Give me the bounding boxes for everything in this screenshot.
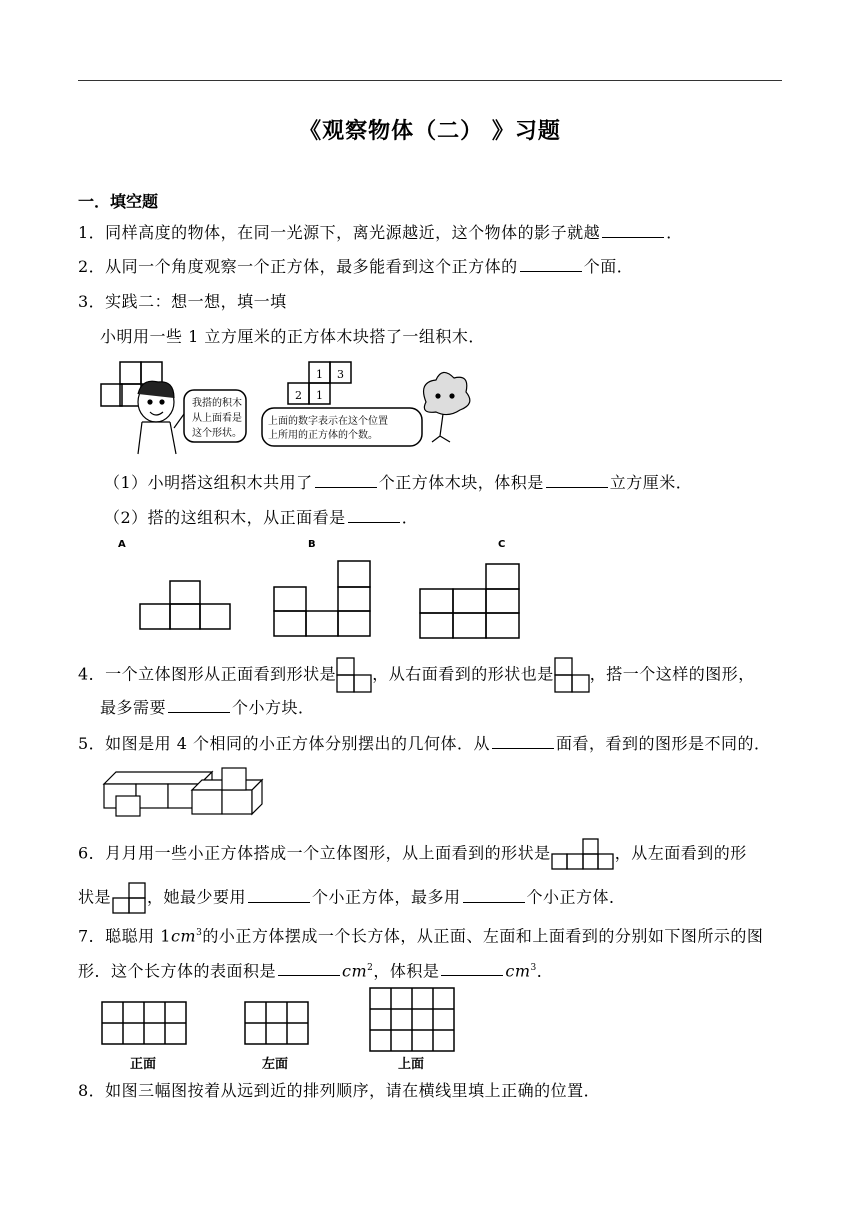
q6-top-view-shape bbox=[551, 838, 615, 870]
question-1 bbox=[78, 222, 683, 244]
bubble-right-line-1: 上面的数字表示在这个位置 bbox=[268, 416, 388, 427]
q2-blank[interactable] bbox=[520, 257, 582, 272]
q3-sub1-text-b: 个正方体木块，体积是 bbox=[378, 473, 544, 492]
q1-blank[interactable] bbox=[602, 223, 664, 238]
q4-text-a: 4．一个立体图形从正面看到形状是 bbox=[78, 664, 337, 684]
option-c-shape bbox=[420, 564, 519, 638]
question-4-continued bbox=[100, 697, 315, 719]
q4-text-d: 最多需要 bbox=[100, 698, 167, 717]
question-3-sub-1 bbox=[104, 472, 692, 494]
q7-text-e: ． bbox=[536, 961, 554, 981]
q3-sub1-text-a: （1）小明搭这组积木共用了 bbox=[104, 473, 313, 492]
q7-blank-area[interactable] bbox=[278, 961, 340, 976]
question-6 bbox=[78, 838, 747, 870]
q4-right-view-shape bbox=[554, 657, 590, 693]
page-title: 《观察物体（二） 》习题 bbox=[299, 119, 561, 144]
q7-unit-area: cm bbox=[342, 961, 368, 981]
grid-number: 1 bbox=[316, 389, 323, 402]
q5-cubes-figure bbox=[100, 766, 280, 818]
q3-illustration bbox=[98, 358, 480, 456]
q4-text-c: ，搭一个这样的图形， bbox=[589, 664, 755, 684]
q3-options-figure bbox=[110, 536, 530, 640]
speech-bubble-left bbox=[184, 390, 246, 442]
grid-number: 2 bbox=[295, 389, 302, 402]
q6-blank-min[interactable] bbox=[248, 888, 310, 903]
option-a-shape bbox=[140, 581, 230, 629]
question-3-sub-2 bbox=[104, 507, 418, 529]
q6-text-d: ，她最少要用 bbox=[147, 887, 247, 907]
grid-number: 3 bbox=[337, 368, 344, 381]
q3-sub2-text-a: （2）搭的这组积木，从正面看是 bbox=[104, 508, 346, 527]
q7-text-d: ，体积是 bbox=[373, 961, 440, 981]
question-3-heading: 3．实践二：想一想，填一填 bbox=[78, 292, 287, 311]
question-7: 7．聪聪用 $1cm^3$的小正方体摆成一个长方体，从正面、左面和上面看到的分别如下图所示的图 bbox=[78, 926, 764, 946]
q7-front-view bbox=[102, 1002, 186, 1044]
q6-text-c: 状是 bbox=[78, 887, 112, 907]
bubble-left-line-1: 我搭的积木 bbox=[192, 398, 242, 409]
bubble-left-line-3: 这个形状。 bbox=[192, 428, 242, 439]
question-4 bbox=[78, 657, 755, 693]
q6-text-b: ，从左面看到的形 bbox=[614, 843, 747, 863]
q7-text-b: 的小正方体摆成一个长方体，从正面、左面和上面看到的分别如下图所示的图 bbox=[202, 926, 764, 946]
q4-blank[interactable] bbox=[168, 698, 230, 713]
q7-left-view bbox=[245, 1002, 308, 1044]
q3-sub2-suffix: ． bbox=[401, 508, 419, 527]
q7-top-view-caption: 上面 bbox=[398, 1057, 425, 1072]
q7-top-view bbox=[370, 988, 454, 1051]
q7-front-view-caption: 正面 bbox=[130, 1057, 157, 1072]
q4-front-view-shape bbox=[336, 657, 372, 693]
grid-number: 1 bbox=[316, 368, 323, 381]
q4-text-b: ，从右面看到的形状也是 bbox=[372, 664, 554, 684]
q1-suffix: ． bbox=[666, 223, 683, 242]
boy-illustration bbox=[138, 381, 184, 454]
header-rule bbox=[78, 80, 782, 81]
q6-text-e: 个小正方体，最多用 bbox=[312, 887, 461, 907]
q7-unit: cm bbox=[170, 926, 197, 946]
q2-suffix: 个面． bbox=[583, 257, 634, 276]
q7-text-a: 7．聪聪用 1 bbox=[78, 926, 171, 946]
q7-blank-volume[interactable] bbox=[441, 961, 503, 976]
q6-left-view-shape bbox=[111, 882, 147, 914]
q1-text: 1．同样高度的物体，在同一光源下，离光源越近，这个物体的影子就越 bbox=[78, 223, 601, 242]
bubble-right-line-2: 上所用的正方体的个数。 bbox=[268, 430, 378, 441]
q5-text-a: 5．如图是用 4 个相同的小正方体分别摆出的几何体．从 bbox=[78, 734, 491, 753]
question-3-intro: 小明用一些 1 立方厘米的正方体木块搭了一组积木． bbox=[100, 327, 485, 346]
question-5 bbox=[78, 733, 771, 755]
plant-character-illustration bbox=[424, 372, 470, 442]
question-6-continued bbox=[78, 882, 626, 914]
q2-text: 2．从同一个角度观察一个正方体，最多能看到这个正方体的 bbox=[78, 257, 518, 276]
question-2 bbox=[78, 256, 633, 278]
q7-text-c: 形．这个长方体的表面积是 bbox=[78, 961, 277, 981]
q3-sub1-blank-2[interactable] bbox=[546, 473, 608, 488]
q7-left-view-caption: 左面 bbox=[262, 1057, 289, 1072]
section-heading: 一．填空题 bbox=[78, 192, 159, 211]
option-b-label: B bbox=[308, 539, 316, 550]
bubble-left-line-2: 从上面看是 bbox=[192, 413, 242, 424]
q3-sub1-text-c: 立方厘米． bbox=[609, 473, 693, 492]
question-8: 8．如图三幅图按着从远到近的排列顺序，请在横线里填上正确的位置． bbox=[78, 1081, 601, 1100]
q5-blank[interactable] bbox=[492, 734, 554, 749]
q3-sub1-blank-1[interactable] bbox=[315, 473, 377, 488]
q6-text-a: 6．月月用一些小正方体搭成一个立体图形，从上面看到的形状是 bbox=[78, 843, 551, 863]
q6-text-f: 个小正方体． bbox=[526, 887, 626, 907]
q5-text-b: 面看，看到的图形是不同的． bbox=[556, 734, 771, 753]
q3-sub2-blank[interactable] bbox=[348, 508, 400, 523]
speech-bubble-right bbox=[262, 408, 422, 446]
option-c-label: C bbox=[498, 539, 506, 550]
option-a-label: A bbox=[118, 539, 126, 550]
question-7-continued: 形．这个长方体的表面积是 $cm^2$，体积是 $cm^3$． bbox=[78, 961, 554, 981]
option-b-shape bbox=[274, 561, 370, 636]
q6-blank-max[interactable] bbox=[463, 888, 525, 903]
q7-unit-volume: cm bbox=[505, 961, 531, 981]
q7-views-figure bbox=[100, 986, 460, 1072]
q4-text-e: 个小方块． bbox=[232, 698, 315, 717]
